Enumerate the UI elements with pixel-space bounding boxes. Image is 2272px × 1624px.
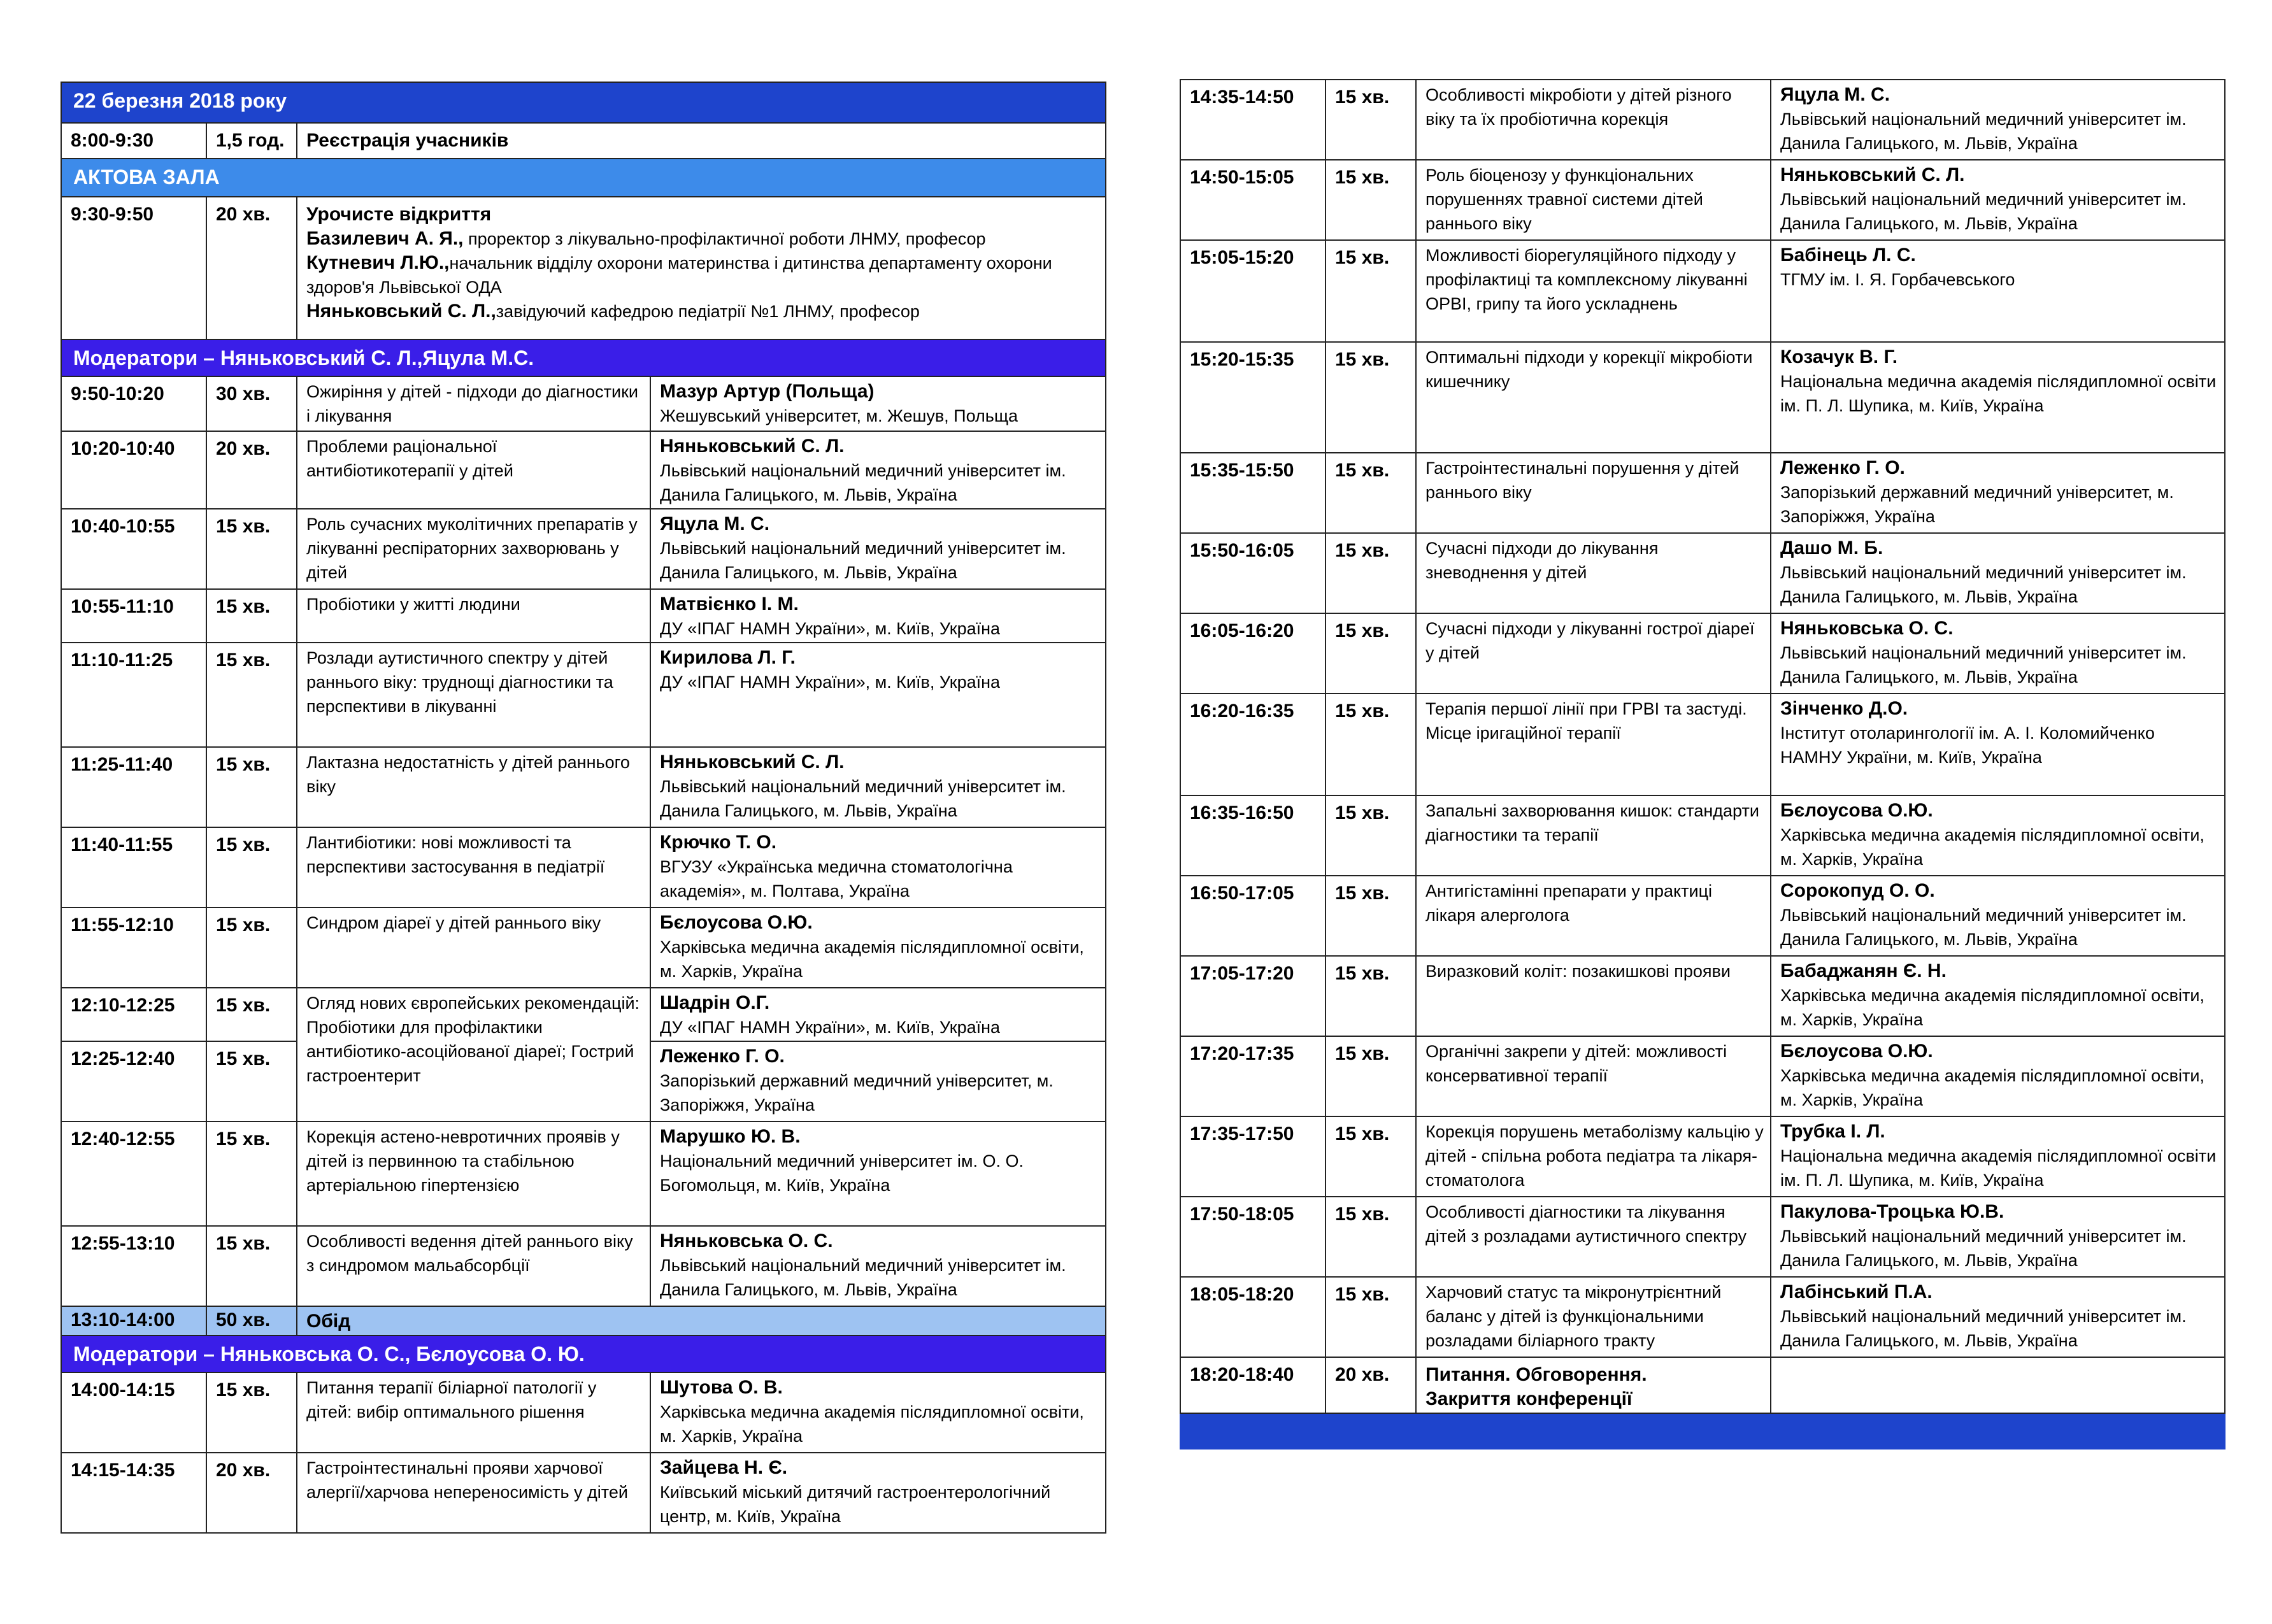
session-row <box>61 643 1106 747</box>
session-row <box>1180 795 2225 876</box>
duration-cell: 15 хв. <box>206 589 297 643</box>
closing-line: Закриття конференції <box>1425 1388 1633 1409</box>
opening-speaker: Базилевич А. Я., проректор з лікувально-профілактичної роботи ЛНМУ, професор <box>306 228 986 249</box>
session-row <box>1180 160 2225 240</box>
speaker-affiliation: Львівський національний медичний університет ім. Данила Галицького, м. Львів, Україна <box>1780 906 2187 949</box>
session-row <box>61 509 1106 589</box>
moderators-header: Модератори – Няньковська О. С., Бєлоусова О. Ю. <box>61 1336 1106 1372</box>
topic-cell: Корекція астено-невротичних проявів у дітей із первинною та стабільною артеріальною гіпертензією <box>297 1122 650 1226</box>
session-row <box>61 1453 1106 1533</box>
duration-cell: 15 хв. <box>1325 1197 1416 1277</box>
moderators-header: Модератори – Няньковський С. Л.,Яцула М.С. <box>61 339 1106 376</box>
time-cell: 12:55-13:10 <box>61 1226 206 1306</box>
footer-bar <box>1180 1413 2225 1449</box>
time-cell: 14:00-14:15 <box>61 1372 206 1453</box>
time-cell: 11:25-11:40 <box>61 747 206 827</box>
speaker-cell <box>650 1041 1106 1122</box>
topic-cell: Огляд нових європейських рекомендацій: Пробіотики для профілактики антибіотико-асоційованої діареї; Гострий гастроентерит <box>297 988 650 1122</box>
duration-cell: 1,5 год. <box>206 123 297 159</box>
speaker-name: Бабінець Л. С. <box>1780 245 1916 266</box>
speaker-cell <box>1771 453 2225 533</box>
time-cell: 16:20-16:35 <box>1180 694 1325 795</box>
session-row <box>1180 80 2225 160</box>
speaker-affiliation: Львівський національний медичний університет ім. Данила Галицького, м. Львів, Україна <box>1780 1307 2187 1350</box>
speaker-affiliation: ВГУЗУ «Українська медична стоматологічна академія», м. Полтава, Україна <box>660 857 1013 901</box>
speaker-name: Зінченко Д.О. <box>1780 698 1908 719</box>
time-cell: 10:20-10:40 <box>61 431 206 509</box>
speaker-cell <box>650 1226 1106 1306</box>
session-row <box>1180 1277 2225 1357</box>
speaker-affiliation: Харківська медична академія післядипломної освіти, м. Харків, Україна <box>1780 1066 2204 1109</box>
speaker-name: Бабаджанян Є. Н. <box>1780 960 1947 981</box>
speaker-cell <box>1771 533 2225 613</box>
session-row <box>61 1122 1106 1226</box>
speaker-name: Леженко Г. О. <box>660 1046 785 1067</box>
speaker-affiliation: ДУ «ІПАГ НАМН України», м. Київ, Україна <box>660 673 1001 692</box>
session-row <box>1180 956 2225 1036</box>
speaker-cell <box>650 376 1106 431</box>
speaker-affiliation: Львівський національний медичний університет ім. Данила Галицького, м. Львів, Україна <box>1780 1227 2187 1270</box>
duration-cell: 20 хв. <box>206 197 297 339</box>
duration-cell: 15 хв. <box>206 1372 297 1453</box>
hall-header: АКТОВА ЗАЛА <box>61 159 1106 197</box>
topic-cell: Особливості ведення дітей раннього віку з синдромом мальабсорбції <box>297 1226 650 1306</box>
opening-speaker: Няньковський С. Л.,завідуючий кафедрою педіатрії №1 ЛНМУ, професор <box>306 301 920 322</box>
speaker-affiliation: Харківська медична академія післядипломної освіти, м. Харків, Україна <box>660 1402 1084 1446</box>
registration-title: Реєстрація учасників <box>297 123 1106 159</box>
topic-cell: Терапія першої лінії при ГРВІ та застуді. Місце іригаційної терапії <box>1416 694 1771 795</box>
speaker-name: Дашо М. Б. <box>1780 538 1883 559</box>
time-cell: 10:40-10:55 <box>61 509 206 589</box>
topic-cell: Харчовий статус та мікронутрієнтний баланс у дітей із функціональними розладами біліарного тракту <box>1416 1277 1771 1357</box>
speaker-affiliation: Київський міський дитячий гастроентерологічний центр, м. Київ, Україна <box>660 1483 1051 1526</box>
time-cell: 17:50-18:05 <box>1180 1197 1325 1277</box>
speaker-affiliation: Запорізький державний медичний університет, м. Запоріжжя, Україна <box>660 1071 1054 1115</box>
moderators-row <box>61 1336 1106 1372</box>
speaker-affiliation: Львівський національний медичний університет ім. Данила Галицького, м. Львів, Україна <box>660 1256 1066 1299</box>
speaker-name: Пакулова-Троцька Ю.В. <box>1780 1201 2004 1222</box>
duration-cell: 20 хв. <box>206 431 297 509</box>
speaker-cell <box>1771 1036 2225 1116</box>
speaker-affiliation: Національна медична академія післядипломної освіти ім. П. Л. Шупика, м. Київ, Україна <box>1780 1146 2217 1190</box>
speaker-cell <box>1771 240 2225 342</box>
duration-cell: 15 хв. <box>1325 795 1416 876</box>
speaker-affiliation: Харківська медична академія післядипломної освіти, м. Харків, Україна <box>1780 986 2204 1029</box>
speaker-name: Бєлоусова О.Ю. <box>1780 800 1933 821</box>
session-row <box>1180 533 2225 613</box>
speaker-cell <box>650 827 1106 908</box>
topic-cell: Лантибіотики: нові можливості та перспективи застосування в педіатрії <box>297 827 650 908</box>
session-row <box>61 747 1106 827</box>
speaker-name: Матвієнко І. М. <box>660 594 799 615</box>
time-cell: 14:50-15:05 <box>1180 160 1325 240</box>
topic-cell: Можливості біорегуляційного підходу у профілактиці та комплексному лікуванні ОРВІ, грипу та його ускладнень <box>1416 240 1771 342</box>
speaker-cell <box>650 1122 1106 1226</box>
speaker-affiliation: Жешувський університет, м. Жешув, Польща <box>660 406 1018 425</box>
moderators-row <box>61 339 1106 376</box>
speaker-affiliation: Харківська медична академія післядипломної освіти, м. Харків, Україна <box>660 937 1084 981</box>
session-row <box>61 827 1106 908</box>
topic-cell: Особливості діагностики та лікування дітей з розладами аутистичного спектру <box>1416 1197 1771 1277</box>
speaker-cell <box>1771 160 2225 240</box>
speaker-name: Лабінський П.А. <box>1780 1281 1933 1302</box>
duration-cell: 15 хв. <box>206 827 297 908</box>
speaker-affiliation: Інститут отоларингології ім. А. І. Коломийченко НАМНУ України, м. Київ, Україна <box>1780 723 2155 767</box>
duration-cell: 15 хв. <box>1325 240 1416 342</box>
speaker-cell <box>1771 342 2225 453</box>
speaker-affiliation: Харківська медична академія післядипломної освіти, м. Харків, Україна <box>1780 825 2204 869</box>
topic-cell: Лактазна недостатність у дітей раннього віку <box>297 747 650 827</box>
session-row <box>61 1372 1106 1453</box>
speaker-name: Марушко Ю. В. <box>660 1126 801 1147</box>
speaker-cell <box>1771 1197 2225 1277</box>
time-cell: 8:00-9:30 <box>61 123 206 159</box>
speaker-cell <box>1771 80 2225 160</box>
speaker-cell <box>1771 1277 2225 1357</box>
date-header-row <box>61 82 1106 123</box>
speaker-affiliation: Львівський національний медичний університет ім. Данила Галицького, м. Львів, Україна <box>660 539 1066 582</box>
hall-header-row <box>61 159 1106 197</box>
speaker-name: Няньковський С. Л. <box>660 751 845 773</box>
time-cell: 13:10-14:00 <box>61 1306 206 1336</box>
topic-cell: Роль сучасних муколітичних препаратів у лікуванні респіраторних захворювань у дітей <box>297 509 650 589</box>
time-cell: 17:20-17:35 <box>1180 1036 1325 1116</box>
duration-cell: 15 хв. <box>206 747 297 827</box>
time-cell: 12:25-12:40 <box>61 1041 206 1122</box>
session-row <box>61 431 1106 509</box>
speaker-cell <box>650 1453 1106 1533</box>
time-cell: 15:20-15:35 <box>1180 342 1325 453</box>
topic-cell: Виразковий коліт: позакишкові прояви <box>1416 956 1771 1036</box>
time-cell: 11:10-11:25 <box>61 643 206 747</box>
left-schedule-table <box>61 82 1106 1534</box>
speaker-cell <box>1771 956 2225 1036</box>
time-cell: 11:55-12:10 <box>61 908 206 988</box>
duration-cell: 15 хв. <box>1325 453 1416 533</box>
speaker-cell <box>650 643 1106 747</box>
time-cell: 10:55-11:10 <box>61 589 206 643</box>
session-row <box>1180 1116 2225 1197</box>
session-row <box>1180 342 2225 453</box>
duration-cell: 15 хв. <box>1325 613 1416 694</box>
topic-cell: Запальні захворювання кишок: стандарти діагностики та терапії <box>1416 795 1771 876</box>
duration-cell: 15 хв. <box>1325 1036 1416 1116</box>
speaker-name: Няньковський С. Л. <box>1780 164 1965 185</box>
speaker-name: Няньковський С. Л. <box>660 436 845 457</box>
topic-cell: Сучасні підходи у лікуванні гострої діареї у дітей <box>1416 613 1771 694</box>
speaker-affiliation: Національна медична академія післядипломної освіти ім. П. Л. Шупика, м. Київ, Україна <box>1780 372 2217 415</box>
duration-cell: 15 хв. <box>206 988 297 1041</box>
time-cell: 16:50-17:05 <box>1180 876 1325 956</box>
duration-cell: 20 хв. <box>206 1453 297 1533</box>
duration-cell: 30 хв. <box>206 376 297 431</box>
time-cell: 14:35-14:50 <box>1180 80 1325 160</box>
speaker-cell <box>650 988 1106 1041</box>
session-row <box>1180 1197 2225 1277</box>
duration-cell: 15 хв. <box>206 643 297 747</box>
speaker-cell <box>1771 1116 2225 1197</box>
duration-cell: 15 хв. <box>206 509 297 589</box>
time-cell: 16:05-16:20 <box>1180 613 1325 694</box>
closing-title <box>1416 1357 1771 1413</box>
opening-title: Урочисте відкриття <box>306 204 492 225</box>
duration-cell: 15 хв. <box>1325 533 1416 613</box>
speaker-name: Леженко Г. О. <box>1780 457 1905 478</box>
topic-cell: Проблеми раціональної антибіотикотерапії у дітей <box>297 431 650 509</box>
time-cell: 15:05-15:20 <box>1180 240 1325 342</box>
session-row <box>1180 1036 2225 1116</box>
topic-cell: Роль біоценозу у функціональних порушеннях травної системи дітей раннього віку <box>1416 160 1771 240</box>
opening-speaker: Кутневич Л.Ю.,начальник відділу охорони материнства і дитинства департаменту охорони здоров'я Львівської ОДА <box>306 252 1052 297</box>
lunch-title: Обід <box>297 1306 1106 1336</box>
topic-cell: Пробіотики у житті людини <box>297 589 650 643</box>
duration-cell: 15 хв. <box>206 908 297 988</box>
topic-cell: Антигістамінні препарати у практиці лікаря алерголога <box>1416 876 1771 956</box>
speaker-name: Крючко Т. О. <box>660 832 777 853</box>
time-cell: 15:35-15:50 <box>1180 453 1325 533</box>
time-cell: 9:30-9:50 <box>61 197 206 339</box>
duration-cell: 15 хв. <box>1325 160 1416 240</box>
right-schedule-table <box>1180 79 2226 1449</box>
session-row <box>61 589 1106 643</box>
duration-cell: 15 хв. <box>1325 876 1416 956</box>
duration-cell: 20 хв. <box>1325 1357 1416 1413</box>
time-cell: 14:15-14:35 <box>61 1453 206 1533</box>
speaker-cell <box>650 747 1106 827</box>
footer-bar-cell <box>1180 1413 2225 1449</box>
session-row <box>61 908 1106 988</box>
duration-cell: 15 хв. <box>1325 1277 1416 1357</box>
topic-cell: Розлади аутистичного спектру у дітей раннього віку: труднощі діагностики та перспективи в лікуванні <box>297 643 650 747</box>
speaker-cell <box>650 431 1106 509</box>
speaker-affiliation: Львівський національний медичний університет ім. Данила Галицького, м. Львів, Україна <box>1780 110 2187 153</box>
session-row <box>61 376 1106 431</box>
date-header: 22 березня 2018 року <box>61 82 1106 123</box>
speaker-affiliation: Запорізький державний медичний університет, м. Запоріжжя, Україна <box>1780 483 2174 526</box>
speaker-affiliation: Львівський національний медичний університет ім. Данила Галицького, м. Львів, Україна <box>660 461 1066 504</box>
time-cell: 18:05-18:20 <box>1180 1277 1325 1357</box>
speaker-affiliation: ДУ «ІПАГ НАМН України», м. Київ, Україна <box>660 619 1001 638</box>
speaker-cell <box>650 1372 1106 1453</box>
topic-cell: Гастроінтестинальні прояви харчової алергії/харчова непереносимість у дітей <box>297 1453 650 1533</box>
topic-cell: Оптимальні підходи у корекції мікробіоти кишечнику <box>1416 342 1771 453</box>
speaker-name: Бєлоусова О.Ю. <box>1780 1041 1933 1062</box>
topic-cell: Корекція порушень метаболізму кальцію у дітей - спільна робота педіатра та лікаря-стоматолога <box>1416 1116 1771 1197</box>
speaker-name: Няньковська О. С. <box>660 1230 833 1251</box>
speaker-affiliation: Львівський національний медичний університет ім. Данила Галицького, м. Львів, Україна <box>1780 563 2187 606</box>
time-cell: 12:10-12:25 <box>61 988 206 1041</box>
speaker-cell <box>650 908 1106 988</box>
session-row <box>61 1226 1106 1306</box>
lunch-row <box>61 1306 1106 1336</box>
time-cell: 9:50-10:20 <box>61 376 206 431</box>
time-cell: 15:50-16:05 <box>1180 533 1325 613</box>
speaker-name: Шадрін О.Г. <box>660 992 770 1013</box>
closing-row <box>1180 1357 2225 1413</box>
time-cell: 16:35-16:50 <box>1180 795 1325 876</box>
speaker-name: Козачук В. Г. <box>1780 346 1898 367</box>
session-row <box>1180 613 2225 694</box>
duration-cell: 15 хв. <box>206 1122 297 1226</box>
speaker-cell <box>1771 694 2225 795</box>
topic-cell: Питання терапії біліарної патології у дітей: вибір оптимального рішення <box>297 1372 650 1453</box>
speaker-name: Яцула М. С. <box>660 513 770 534</box>
topic-cell: Сучасні підходи до лікування зневоднення у дітей <box>1416 533 1771 613</box>
speaker-name: Кирилова Л. Г. <box>660 647 796 668</box>
opening-row <box>61 197 1106 339</box>
closing-line: Питання. Обговорення. <box>1425 1364 1647 1385</box>
duration-cell: 15 хв. <box>206 1041 297 1122</box>
session-row <box>1180 240 2225 342</box>
speaker-affiliation: Львівський національний медичний університет ім. Данила Галицького, м. Львів, Україна <box>660 777 1066 820</box>
time-cell: 18:20-18:40 <box>1180 1357 1325 1413</box>
speaker-name: Бєлоусова О.Ю. <box>660 912 813 933</box>
speaker-name: Шутова О. В. <box>660 1377 783 1398</box>
speaker-cell <box>1771 795 2225 876</box>
speaker-affiliation: ТГМУ ім. І. Я. Горбачевського <box>1780 270 2015 289</box>
time-cell: 17:05-17:20 <box>1180 956 1325 1036</box>
duration-cell: 15 хв. <box>1325 80 1416 160</box>
speaker-affiliation: ДУ «ІПАГ НАМН України», м. Київ, Україна <box>660 1018 1001 1037</box>
topic-cell: Органічні закрепи у дітей: можливості консервативної терапії <box>1416 1036 1771 1116</box>
session-row <box>1180 876 2225 956</box>
duration-cell: 15 хв. <box>1325 694 1416 795</box>
opening-details <box>297 197 1106 339</box>
duration-cell: 15 хв. <box>1325 1116 1416 1197</box>
speaker-cell <box>1771 876 2225 956</box>
duration-cell: 15 хв. <box>1325 956 1416 1036</box>
speaker-affiliation: Національний медичний університет ім. О. О. Богомольця, м. Київ, Україна <box>660 1151 1024 1195</box>
session-row <box>1180 453 2225 533</box>
speaker-name: Яцула М. С. <box>1780 84 1890 105</box>
topic-cell: Особливості мікробіоти у дітей різного віку та їх пробіотична корекція <box>1416 80 1771 160</box>
topic-cell: Синдром діареї у дітей раннього віку <box>297 908 650 988</box>
speaker-name: Зайцева Н. Є. <box>660 1457 788 1478</box>
speaker-affiliation: Львівський національний медичний університет ім. Данила Галицького, м. Львів, Україна <box>1780 190 2187 233</box>
speaker-name: Няньковська О. С. <box>1780 618 1954 639</box>
duration-cell: 15 хв. <box>1325 342 1416 453</box>
session-row <box>61 988 1106 1041</box>
topic-cell: Гастроінтестинальні порушення у дітей раннього віку <box>1416 453 1771 533</box>
time-cell: 12:40-12:55 <box>61 1122 206 1226</box>
speaker-name: Трубка І. Л. <box>1780 1121 1885 1142</box>
time-cell: 11:40-11:55 <box>61 827 206 908</box>
speaker-cell <box>650 589 1106 643</box>
duration-cell: 15 хв. <box>206 1226 297 1306</box>
topic-cell: Ожиріння у дітей - підходи до діагностики і лікування <box>297 376 650 431</box>
session-row <box>1180 694 2225 795</box>
speaker-cell <box>1771 613 2225 694</box>
empty-cell <box>1771 1357 2225 1413</box>
speaker-affiliation: Львівський національний медичний університет ім. Данила Галицького, м. Львів, Україна <box>1780 643 2187 687</box>
speaker-cell <box>650 509 1106 589</box>
speaker-name: Мазур Артур (Польща) <box>660 381 875 402</box>
registration-row <box>61 123 1106 159</box>
duration-cell: 50 хв. <box>206 1306 297 1336</box>
time-cell: 17:35-17:50 <box>1180 1116 1325 1197</box>
speaker-name: Сорокопуд О. О. <box>1780 880 1935 901</box>
